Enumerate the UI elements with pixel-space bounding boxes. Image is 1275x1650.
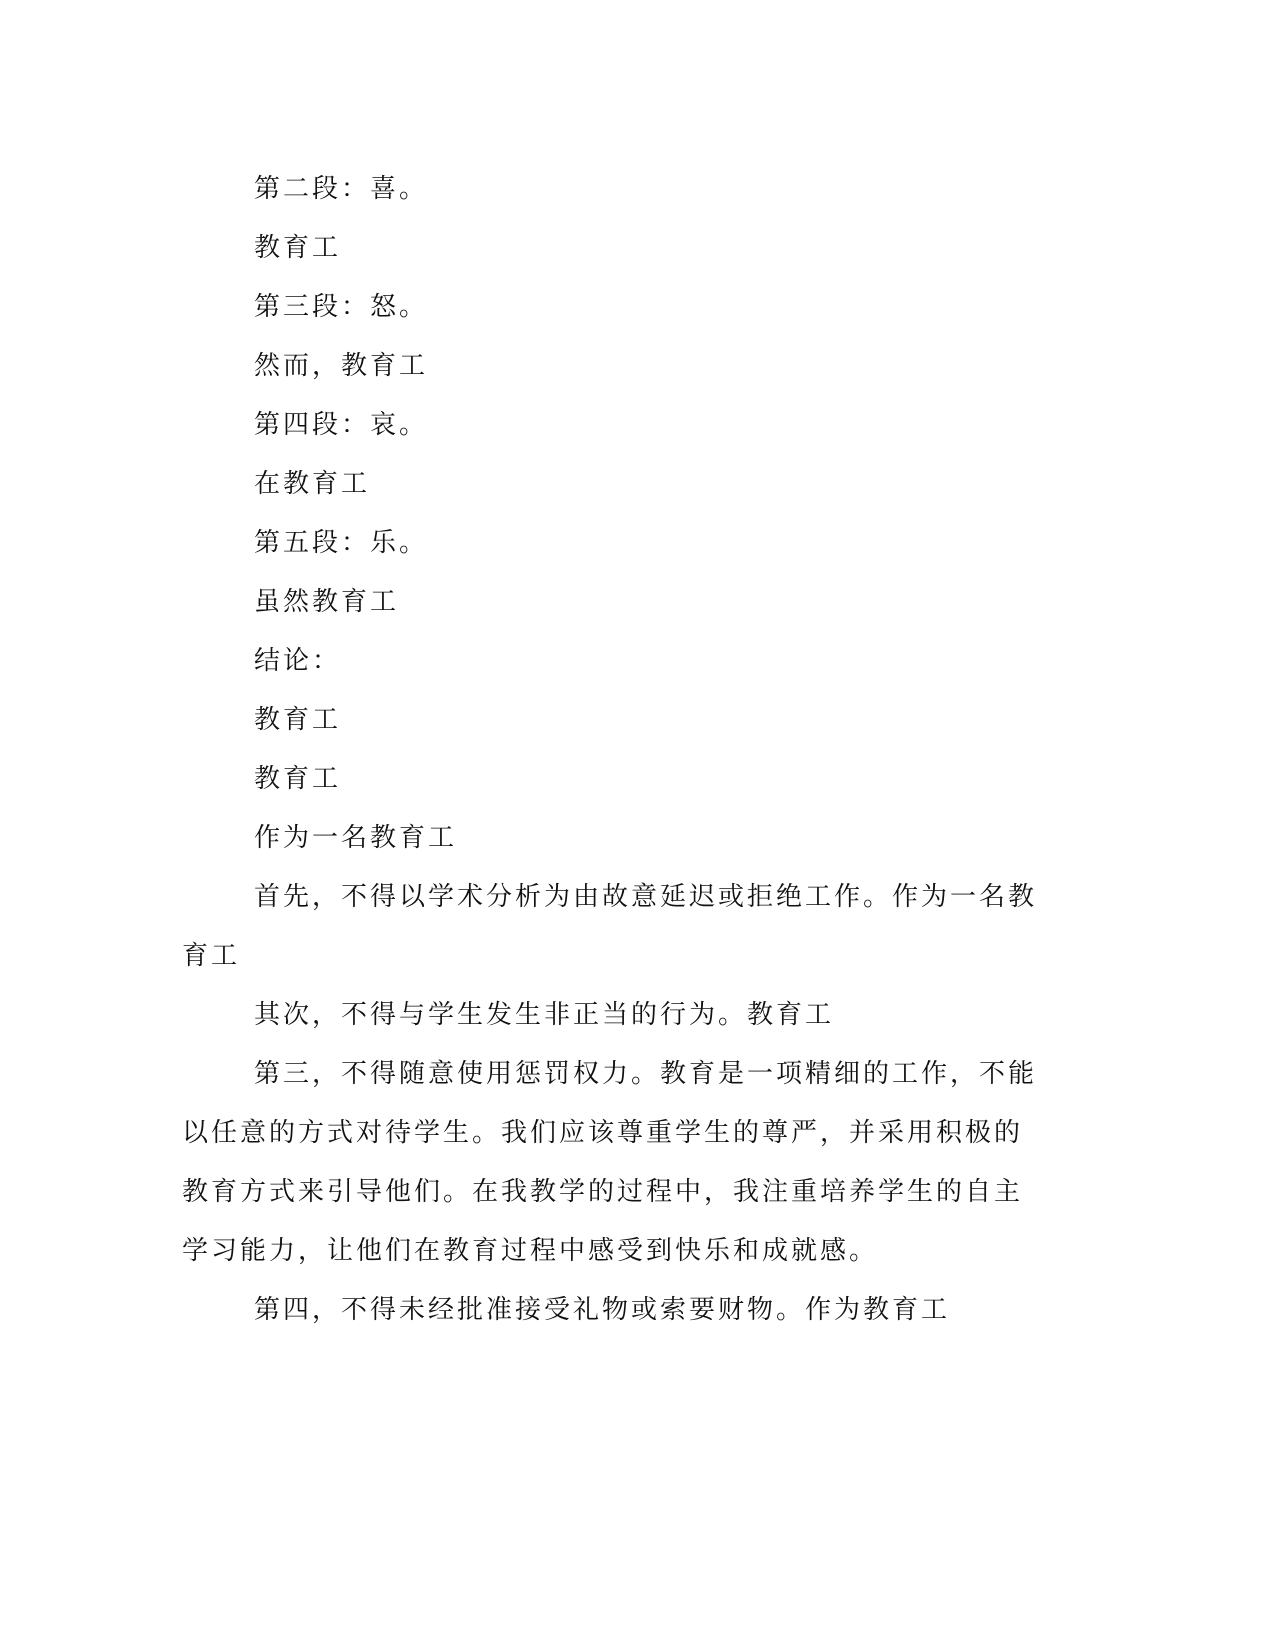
paragraph: 首先，不得以学术分析为由故意延迟或拒绝工作。作为一名教育工 — [182, 882, 1038, 971]
document-body — [182, 160, 1042, 1340]
paragraph: 结论： — [254, 646, 342, 676]
paragraph: 然而，教育工 — [254, 351, 429, 381]
paragraph: 第四段：哀。 — [254, 410, 429, 440]
paragraph: 第四，不得未经批准接受礼物或索要财物。作为教育工 — [254, 1295, 951, 1325]
paragraph: 教育工 — [254, 705, 342, 735]
paragraph: 第三段：怒。 — [254, 292, 429, 322]
paragraph: 虽然教育工 — [254, 587, 400, 617]
paragraph: 在教育工 — [254, 469, 371, 499]
paragraph: 第三，不得随意使用惩罚权力。教育是一项精细的工作，不能以任意的方式对待学生。我们应该尊重学生的尊严，并采用积极的教育方式来引导他们。在我教学的过程中，我注重培养学生的自主学习能力，让他们在教育过程中感受到快乐和成就感。 — [182, 1059, 1038, 1266]
paragraph: 教育工 — [254, 764, 342, 794]
paragraph: 教育工 — [254, 233, 342, 263]
paragraph: 其次，不得与学生发生非正当的行为。教育工 — [254, 1000, 835, 1030]
paragraph: 第五段：乐。 — [254, 528, 429, 558]
paragraph: 作为一名教育工 — [254, 823, 458, 853]
paragraph: 第二段：喜。 — [254, 174, 429, 204]
